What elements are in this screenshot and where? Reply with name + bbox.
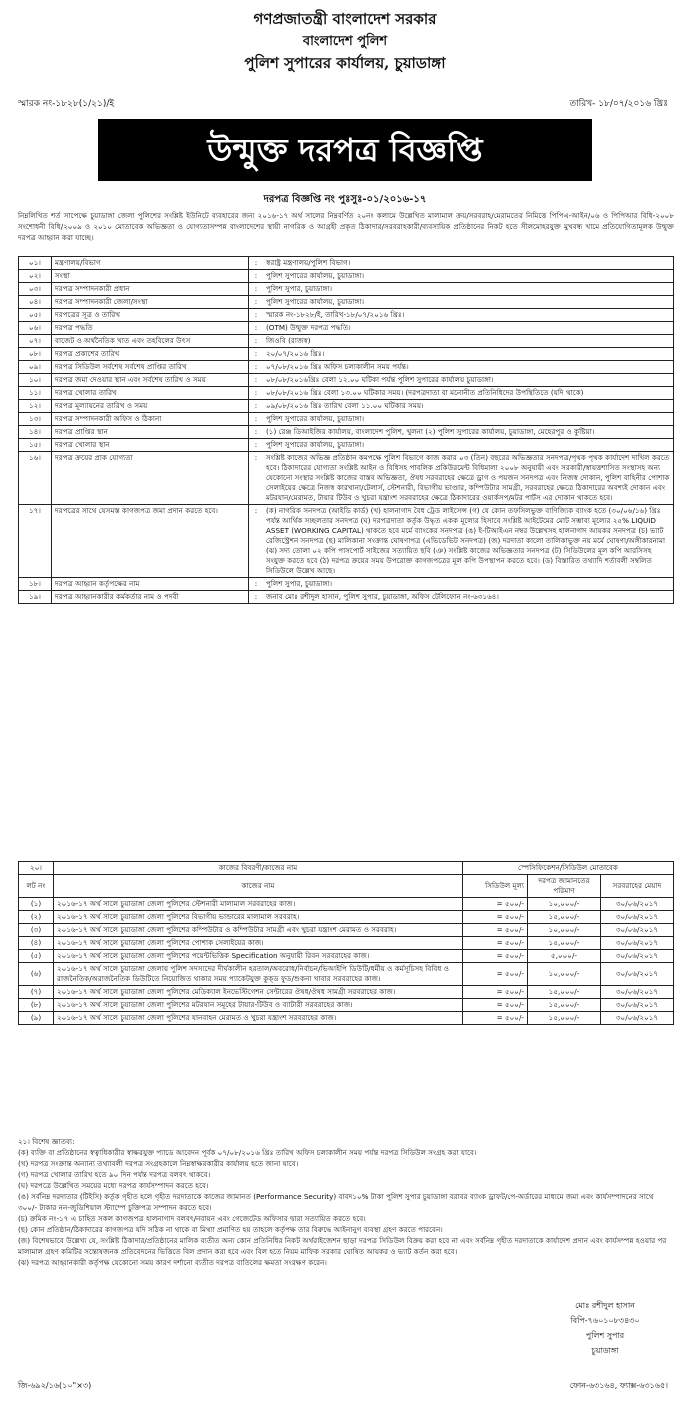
detail-no: ১০। <box>19 374 52 387</box>
works-row-number: ২০। <box>19 862 54 875</box>
note-item: (গ) দরপত্র খোলার তারিখ হতে ৯০ দিন পর্যন্ত দরপত্র বলবৎ থাকবে। <box>18 1170 211 1179</box>
detail-value: ২০/০৭/২০১৬ খ্রিঃ। <box>263 348 674 361</box>
detail-colon: : <box>249 578 264 591</box>
note-item: (ক) ব্যক্তি বা প্রতিষ্ঠানের স্বত্বাধিকারীর স্বাক্ষরযুক্ত প্যাডে আবেদন পূর্বক ০৭/০৮/২০১৬ খ্রিঃ তারিখ অফিস চলাকালীন সময় পর্যন্ত দরপত্র সিডিউল সংগ্রহ করা যাবে। <box>18 1148 477 1157</box>
detail-row <box>19 322 674 335</box>
works-table <box>18 861 674 1025</box>
work-security: ১৫,০০০/- <box>528 986 601 999</box>
detail-label: দরপত্র জমা দেওয়ার স্থান এবং সর্বশেষ তারিখ ও সময় <box>52 374 249 387</box>
detail-no: ০৫। <box>19 309 52 322</box>
work-price: = ৫০০/- <box>463 950 528 963</box>
detail-row <box>19 309 674 322</box>
detail-row <box>19 413 674 426</box>
work-row <box>19 999 674 1012</box>
notes-title: ২১। বিশেষ জ্ঞাতব্য: <box>18 1137 75 1146</box>
note-item: (খ) দরপত্র সংক্রান্ত অন্যান্য তথ্যাবলী দরপত্র সংগ্রহকালে নিম্নস্বাক্ষরকারীর কার্যালয় হতে জানা যাবে। <box>18 1159 299 1168</box>
work-lot: (১) <box>19 898 54 911</box>
work-name: ২০১৬-১৭ অর্থ সালে চুয়াডাঙ্গা জেলায় পুলিশ সদস্যদের দীর্ঘকালীন হরতাল/অবরোধ/নির্বাচন/ভিআইপি ডিউটি/ধর্মীয় ও কর্মসূচিসহ বিবিধ ও রাজনৈতিক/অরাজনৈতিক ডিউটিতে নিয়োজিত থাকার সময় প্যাকেটযুক্ত কুক্ড ফুড/শুকনা খাবার সরবরাহের কাজ। <box>54 963 463 986</box>
detail-row <box>19 335 674 348</box>
detail-colon: : <box>249 348 264 361</box>
work-name: ২০১৬-১৭ অর্থ সালে চুয়াডাঙ্গা জেলা পুলিশের কম্পিউটার ও কম্পিউটার সামগ্রী এবং খুচরা যন্ত্রাংশ মেরামত ও সরবরাহ। <box>54 924 463 937</box>
detail-label: দরপত্র আহ্বানকারীর কর্মকর্তার নাম ও পদবী <box>52 591 249 604</box>
work-price: = ৫০০/- <box>463 937 528 950</box>
detail-colon: : <box>249 374 264 387</box>
detail-colon: : <box>249 257 264 270</box>
detail-value: (ক) নাগরিক সনদপত্র (আইডি কার্ড) (খ) হালনাগাদ বৈধ ট্রেড লাইসেন্স (গ) যে কোন তফসিলভুক্ত বাণিজ্যিক ব্যাংক হতে (৩০/০৬/১৬) খ্রিঃ পর্যন্ত আর্থিক সচ্ছলতার সনদপত্র (ঘ) দরপত্রদাতা কর্তৃক উদ্ধৃত একক মূল্যের হিসাবে সংশ্লিষ্ট আইটেমের মোট সম্ভাব্য মূল্যের ২৫% LIQUID ASSET (WORKING CAPITAL) থাকতে হবে মর্মে ব্যাংকের সনদপত্র (ঙ) ই-টিআইএন নম্বর উল্লেখসহ হালনাগাদ আয়কর সনদপত্র (চ) ভ্যাট রেজিস্ট্রেশন সনদপত্র (ছ) মালিকানা সংক্রান্ত ঘোষণাপত্র (এভিডেভিট সনদপত্র) (জ) দরদাতা কালো তালিকাভুক্ত নয় মর্মে ঘোষণা/অঙ্গীকারনামা (ঝ) সদ্য তোলা ০২ কপি পাসপোর্ট সাইজের সত্যায়িত ছবি (ঞ) সংশ্লিষ্ট কাজের অভিজ্ঞতার সনদপত্র (ট) সিডিউলের মূল কপি আরসিসহ সংযুক্ত করতে হবে (ঠ) দরপত্র ক্রয়ের সময় উপরোক্ত কাগজপত্রের মূল কপি উপস্থাপন করতে হবে। (ড) বিস্তারিত তথ্যাদি শর্তাবলী সম্বলিত সিডিউলে উল্লেখ আছে। <box>263 505 674 578</box>
note-item: (চ) ক্রমিক নং-১৭ এ চাহিত সকল কাগজপত্র হালনাগাদ বলবৎ/নবায়ন এবং গেজেটেড অফিসার দ্বারা সত্যায়িত করতে হবে। <box>18 1214 366 1223</box>
detail-colon: : <box>249 452 264 505</box>
detail-no: ১৮। <box>19 578 52 591</box>
work-name: ২০১৬-১৭ অর্থ সালে চুয়াডাঙ্গা জেলা পুলিশের স্টেশনারী মালামাল সরবরাহের কাজ। <box>54 898 463 911</box>
work-name: ২০১৬-১৭ অর্থ সালে চুয়াডাঙ্গা জেলা পুলিশের মেডিক্যাল ইনভেস্টিগেশন সেন্টারের ঔষধ/ঔষধ সামগ্রী সরবরাহের কাজ। <box>54 986 463 999</box>
work-security: ৫,০০০/- <box>528 950 601 963</box>
detail-colon: : <box>249 426 264 439</box>
office-title: পুলিশ সুপারের কার্যালয়, চুয়াডাঙ্গা <box>244 54 446 72</box>
detail-row <box>19 296 674 309</box>
detail-row <box>19 374 674 387</box>
detail-row <box>19 439 674 452</box>
detail-colon: : <box>249 413 264 426</box>
work-deadline: ৩০/০৬/২০১৭ <box>601 911 674 924</box>
work-lot: (২) <box>19 911 54 924</box>
detail-label: দরপত্রের সাথে যেসমস্ত কাগজপত্র জমা প্রদান করতে হবে। <box>52 505 249 578</box>
work-lot: (৯) <box>19 1012 54 1025</box>
govt-title: গণপ্রজাতন্ত্রী বাংলাদেশ সরকার <box>253 10 437 28</box>
detail-label: দরপত্রের সূত্র ও তারিখ <box>52 309 249 322</box>
work-security: ১০,০০০/- <box>528 898 601 911</box>
work-lot: (৮) <box>19 999 54 1012</box>
detail-no: ১৭। <box>19 505 52 578</box>
detail-value: পুলিশ সুপার, চুয়াডাঙ্গা। <box>263 578 674 591</box>
detail-label: বাজেট ও অর্থনৈতিক খাত এবং তহবিলের উৎস <box>52 335 249 348</box>
note-item: (ছ) কোন প্রতিষ্ঠান/ঠিকাদারের কাগজপত্র যদি সঠিক না থাকে বা মিথ্যা প্রমাণিত হয় তাহলে কর্তৃপক্ষ তার বিরুদ্ধে আইনানুগ ব্যবস্থা গ্রহণ করতে পারবেন। <box>18 1225 443 1234</box>
detail-colon: : <box>249 322 264 335</box>
detail-no: ১৪। <box>19 426 52 439</box>
detail-colon: : <box>249 591 264 604</box>
detail-value: ০৭/০৮/২০১৬ খ্রিঃ অফিস চলাকালীন সময় পর্যন্ত। <box>263 361 674 374</box>
detail-colon: : <box>249 439 264 452</box>
detail-row <box>19 400 674 413</box>
col-lot: লট নং <box>19 875 54 898</box>
detail-colon: : <box>249 270 264 283</box>
detail-no: ০৬। <box>19 322 52 335</box>
work-row <box>19 986 674 999</box>
detail-colon: : <box>249 296 264 309</box>
detail-label: সংস্থা <box>52 270 249 283</box>
work-deadline: ৩০/০৬/২০১৭ <box>601 999 674 1012</box>
col-price: সিডিউল মূল্য <box>463 875 528 898</box>
detail-row <box>19 283 674 296</box>
signatory-bp: বিপি-৭৬০১০৮৩৪৩০ <box>570 1316 640 1325</box>
work-deadline: ৩০/০৬/২০১৭ <box>601 1012 674 1025</box>
detail-label: দরপত্র আহ্বান কর্তৃপক্ষের নাম <box>52 578 249 591</box>
work-price: = ৫০০/- <box>463 898 528 911</box>
detail-no: ১৯। <box>19 591 52 604</box>
police-title: বাংলাদেশ পুলিশ <box>302 34 388 49</box>
note-item: (ঙ) সর্বনিম্ন দরদাতার (টিইসি) কর্তৃক গৃহীত হলে গৃহীত দরদাতাকে কাজের জামানত (Performance Security) বাবদ১০% টাকা পুলিশ সুপার চুয়াডাঙ্গা বরাবর ব্যাংক ড্রাফট/পে-অর্ডারের মাধ্যমে জমা এবং কার্যসম্পাদনের সাথে ৩০০/- টাকার নন-জুডিশিয়াল স্ট্যাম্পে চুক্তিপত্র সম্পাদন করতে হবে। <box>18 1192 654 1212</box>
detail-colon: : <box>249 309 264 322</box>
signatory-name: মোঃ রশীদুল হাসান <box>575 1301 635 1310</box>
col-deadline: সরবরাহের মেয়াদ <box>601 875 674 898</box>
notice-number: দরপত্র বিজ্ঞপ্তি নং পুঃসুঃ-০১/২০১৬-১৭ <box>263 194 427 205</box>
work-price: = ৫০০/- <box>463 1012 528 1025</box>
work-deadline: ৩০/০৬/২০১৭ <box>601 898 674 911</box>
detail-value: ০৮/০৮/২০১৬খ্রিঃ বেলা ১২.০০ ঘটিকা পর্যন্ত পুলিশ সুপারের কার্যালয় চুয়াডাঙ্গা। <box>263 374 674 387</box>
work-security: ১৫,০০০/- <box>528 1012 601 1025</box>
detail-label: দরপত্র মূল্যায়নের তারিখ ও সময় <box>52 400 249 413</box>
work-deadline: ৩০/০৬/২০১৭ <box>601 937 674 950</box>
note-item: (ঘ) দরপত্রে উল্লেখিত সময়ের মধ্যে দরপত্র কার্যসম্পাদন করতে হবে। <box>18 1181 209 1190</box>
work-deadline: ৩০/০৬/২০১৭ <box>601 963 674 986</box>
detail-label: দরপত্র সম্পাদনকারী প্রধান <box>52 283 249 296</box>
detail-no: ১৬। <box>19 452 52 505</box>
detail-row <box>19 452 674 505</box>
work-lot: (৩) <box>19 924 54 937</box>
detail-no: ০৮। <box>19 348 52 361</box>
notice-date: তারিখ- ১৮/০৭/২০১৬ খ্রিঃ <box>569 99 668 109</box>
details-table <box>18 256 674 604</box>
detail-value: ০৮/০৮/২০১৬ খ্রিঃ বেলা ১৩.০০ ঘটিকার সময়। (দরপত্রদাতা বা মনোনীত প্রতিনিধিদের উপস্থিতিতে (যদি থাকে) <box>263 387 674 400</box>
detail-value: (OTM) উন্মুক্ত দরপত্র পদ্ধতি। <box>263 322 674 335</box>
work-name: ২০১৬-১৭ অর্থ সালে চুয়াডাঙ্গা জেলা পুলিশের পয়েন্টভিত্তিক Specification অনুযায়ী রিবন সরবরাহের কাজ। <box>54 950 463 963</box>
detail-no: ০৪। <box>19 296 52 309</box>
work-lot: (৪) <box>19 937 54 950</box>
work-price: = ৫০০/- <box>463 986 528 999</box>
work-security: ১৫,০০০/- <box>528 911 601 924</box>
detail-colon: : <box>249 335 264 348</box>
intro-paragraph: নিম্নলিখিত শর্ত সাপেক্ষে চুয়াডাঙ্গা জেলা পুলিশের সংশ্লিষ্ট ইউনিটে ব্যবহারের জন্য ২০১৬-১৭ অর্থ সালের নিম্নবর্ণিত ২০নং কলামে উল্লেখিত মালামাল ক্রয়/সরবরাহ/মেরামতের নিমিত্তে পিপিএ-আইন/০৬ ও পিপিআর বিধি-২০০৮ সংশোধনী বিধি/২০০৯ ও ২০১০ মোতাবেক অভিজ্ঞতা ও যোগ্যতাসম্পন্ন বাংলাদেশের স্থায়ী নাগরিক ও আগ্রহী প্রকৃত ঠিকাদার/সরবরাহকারী/ব্যবসায়িক প্রতিষ্ঠানের নিকট হতে সীলমোহরযুক্ত মুখবন্ধ খামে প্রতিযোগিতামূলক উন্মুক্ত দরপত্র আহ্বান করা যাচ্ছে। <box>18 211 674 242</box>
work-security: ১৫,০০০/- <box>528 999 601 1012</box>
work-name: ২০১৬-১৭ অর্থ সালে চুয়াডাঙ্গা জেলা পুলিশের মটরযান সমূহের টায়ার-টিউব ও ব্যাটারী সরবরাহের কাজ। <box>54 999 463 1012</box>
contact-phone: ফোন-৬৩১৬৪, ফ্যাক্স-৬৩১৬৫। <box>569 1381 668 1390</box>
detail-label: দরপত্র সম্পাদনকারী অফিস ও ঠিকানা <box>52 413 249 426</box>
detail-no: ১৫। <box>19 439 52 452</box>
work-deadline: ৩০/০৬/২০১৭ <box>601 950 674 963</box>
detail-row <box>19 270 674 283</box>
work-security: ১৫,০০০/- <box>528 937 601 950</box>
detail-no: ০২। <box>19 270 52 283</box>
detail-label: দরপত্র প্রকাশের তারিখ <box>52 348 249 361</box>
detail-row <box>19 387 674 400</box>
work-name: ২০১৬-১৭ অর্থ সালে চুয়াডাঙ্গা জেলা পুলিশের পোশাক সেলাইয়ের কাজ। <box>54 937 463 950</box>
signatory-place: চুয়াডাঙ্গা <box>591 1346 619 1355</box>
detail-no: ০৭। <box>19 335 52 348</box>
detail-colon: : <box>249 387 264 400</box>
detail-label: দরপত্র খোলার তারিখ <box>52 387 249 400</box>
notice-banner: উন্মুক্ত দরপত্র বিজ্ঞপ্তি <box>98 119 592 181</box>
detail-label: দরপত্র পদ্ধতি <box>52 322 249 335</box>
detail-row <box>19 257 674 270</box>
detail-row <box>19 426 674 439</box>
work-security: ১০,০০০/- <box>528 963 601 986</box>
detail-no: ১৩। <box>19 413 52 426</box>
detail-no: ০১। <box>19 257 52 270</box>
works-group-header: কাজের বিবরণী/কাজের নাম <box>54 862 463 875</box>
spec-header: স্পেসিফিকেশন/সিডিউল মোতাবেক <box>463 862 674 875</box>
detail-row <box>19 361 674 374</box>
work-row <box>19 1012 674 1025</box>
print-code: জি-৬৯২/১৬(১০"×৩) <box>18 1381 92 1390</box>
work-lot: (৬) <box>19 963 54 986</box>
detail-value: (১) রেঞ্জ ডিআইজির কার্যালয়, বাংলাদেশ পুলিশ, খুলনা (২) পুলিশ সুপারের কার্যালয়, চুয়াডাঙ্গা, মেহেরপুর ও কুষ্টিয়া। <box>263 426 674 439</box>
detail-colon: : <box>249 505 264 578</box>
detail-label: মন্ত্রণালয়/বিভাগ <box>52 257 249 270</box>
detail-row <box>19 591 674 604</box>
work-row <box>19 924 674 937</box>
work-price: = ৫০০/- <box>463 963 528 986</box>
detail-value: পুলিশ সুপারের কার্যালয়, চুয়াডাঙ্গা। <box>263 439 674 452</box>
work-price: = ৫০০/- <box>463 999 528 1012</box>
detail-value: স্বরাষ্ট্র মন্ত্রণালয়/পুলিশ বিভাগ। <box>263 257 674 270</box>
work-row <box>19 937 674 950</box>
detail-colon: : <box>249 283 264 296</box>
detail-value: ০৯/০৮/২০১৬ খ্রিঃ তারিখ বেলা ১১.০০ ঘটিকার সময়। <box>263 400 674 413</box>
detail-label: দরপত্র সম্পাদনকারী জেলা/সংস্থা <box>52 296 249 309</box>
detail-value: পুলিশ সুপারের কার্যালয়, চুয়াডাঙ্গা। <box>263 296 674 309</box>
detail-no: ০৯। <box>19 361 52 374</box>
detail-value: পুলিশ সুপারের কার্যালয়, চুয়াডাঙ্গা। <box>263 270 674 283</box>
detail-label: দরপত্র ক্রয়ের প্রাক যোগ্যতা <box>52 452 249 505</box>
work-row <box>19 963 674 986</box>
work-price: = ৫০০/- <box>463 924 528 937</box>
note-item: (ঝ) দরপত্র আহ্বানকারী কর্তৃপক্ষ যেকোনো সময় কারণ দর্শানো ব্যতীত দরপত্র বাতিলের ক্ষমতা সংরক্ষণ করেন। <box>18 1258 327 1267</box>
work-row <box>19 898 674 911</box>
detail-colon: : <box>249 361 264 374</box>
detail-colon: : <box>249 400 264 413</box>
detail-row <box>19 578 674 591</box>
detail-no: ০৩। <box>19 283 52 296</box>
detail-row <box>19 348 674 361</box>
detail-label: দরপত্র খোলার স্থান <box>52 439 249 452</box>
detail-value: সংশ্লিষ্ট কাজের অভিজ্ঞ প্রতিষ্ঠান কমপক্ষে পুলিশ বিভাগে কাজ করার ০৩ (তিন) বছরের অভিজ্ঞতার সনদপত্র/পৃথক পৃথক কার্যাদেশ দাখিল করতে হবে। ঠিকাদারের যোগ্যতা সংশ্লিষ্ট আইন ও বিধিসহ পাবলিক প্রকিউরমেন্ট বিধিমালা ২০০৮ অনুযায়ী এবং সরকারী/স্বায়ত্তশাসিত সংস্থাসহ অন্য যেকোনো সংস্থার সংশ্লিষ্ট কাজের বাস্তব অভিজ্ঞতা, ঔষধ সরবরাহের ক্ষেত্রে ড্রাগ ও পয়জন সনদপত্র এবং নিজস্ব দোকান, পুলিশ বাহিনীর পোশাক সেলাইয়ের ক্ষেত্রে নিজস্ব কারখানা/টেলার্স, স্টেশনারী, বিভাগীয় ভাণ্ডার, কম্পিউটার সামগ্রী, সরবরাহের ক্ষেত্রে ঠিকাদারের অবশ্যই দোকান এবং মটরযান/মেরামত, টায়ার টিউব ও খুচরা যন্ত্রাংশ সরবরাহের ক্ষেত্রে ঠিকাদারের ওয়ার্কসপ/মটর পার্টস এর দোকান থাকতে হবে। <box>263 452 674 505</box>
work-row <box>19 911 674 924</box>
detail-row <box>19 505 674 578</box>
signature-block <box>530 1298 680 1358</box>
work-lot: (৭) <box>19 986 54 999</box>
special-notes <box>18 1136 674 1268</box>
detail-value: স্মারক নং-১৮২৮/ই, তারিখ-১৮/০৭/২০১৬ খ্রিঃ। <box>263 309 674 322</box>
work-name: ২০১৬-১৭ অর্থ সালে চুয়াডাঙ্গা জেলা পুলিশের বিভাগীয় ভান্ডারের মালামাল সরবরাহ। <box>54 911 463 924</box>
work-row <box>19 950 674 963</box>
work-name: ২০১৬-১৭ অর্থ সালে চুয়াডাঙ্গা জেলা পুলিশের যানবাহন মেরামত ও খুচরা যন্ত্রাংশ সরবরাহের কাজ। <box>54 1012 463 1025</box>
detail-value: পুলিশ সুপারের কার্যালয়, চুয়াডাঙ্গা। <box>263 413 674 426</box>
note-item: (জ) বিশেষভাবে উল্লেখ্য যে, সংশ্লিষ্ট ঠিকাদার/প্রতিষ্ঠানের মালিক ব্যতীত অন্য কোন প্রতিনিধির নিকট অর্থরাইজেশন ছাড়া দরপত্র সিডিউল বিক্রয় করা হবে না এবং সর্বনিম্ন গৃহীত দরদাতাকে কার্যাদেশ প্রদান এবং কার্যসম্পন্ন হওয়ার পর মালামাল গ্রহণ কমিটির সন্তোষজনক প্রতিবেদনের ভিত্তিতে বিল প্রদান করা হবে এবং বিল হতে নিয়ম মাফিক সরকার ঘোষিত আয়কর ও ভ্যাট কর্তন করা হবে। <box>18 1236 667 1256</box>
work-lot: (৫) <box>19 950 54 963</box>
detail-label: দরপত্র সিডিউল সর্বশেষ সর্বশেষ প্রাপ্তির তারিখ <box>52 361 249 374</box>
detail-value: জনাব মোঃ রশীদুল হাসান, পুলিশ সুপার, চুয়াডাঙ্গা, অফিস টেলিফোন নং-৬৩১৬৪। <box>263 591 674 604</box>
detail-no: ১১। <box>19 387 52 400</box>
detail-value: পুলিশ সুপার, চুয়াডাঙ্গা। <box>263 283 674 296</box>
memo-number: স্মারক নং-১৮২৮(১/২১)/ই <box>18 99 115 109</box>
work-price: = ৫০০/- <box>463 911 528 924</box>
detail-label: দরপত্র প্রাপ্তির স্থান <box>52 426 249 439</box>
work-deadline: ৩০/০৬/২০১৭ <box>601 986 674 999</box>
work-deadline: ৩০/০৬/২০১৭ <box>601 924 674 937</box>
detail-no: ১২। <box>19 400 52 413</box>
col-security: দরপত্র জামানতের পরিমাণ <box>528 875 601 898</box>
detail-value: জিওবি (রাজস্ব) <box>263 335 674 348</box>
signatory-title: পুলিশ সুপার <box>585 1331 625 1340</box>
work-security: ১০,০০০/- <box>528 924 601 937</box>
col-name: কাজের নাম <box>54 875 463 898</box>
